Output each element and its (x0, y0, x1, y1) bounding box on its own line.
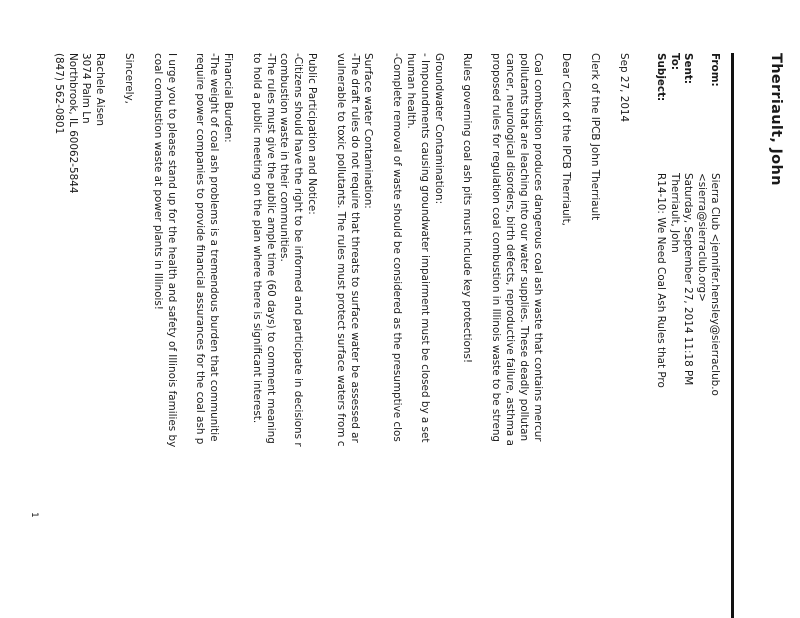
to-row (667, 53, 681, 253)
text-line: I urge you to please stand up for the health and safety of Illinois families by (165, 53, 178, 448)
text-line: to hold a public meeting on the plan where there is significant interest. (250, 53, 263, 424)
to-value: Therriault, John (669, 173, 681, 253)
letter-date: Sep 27, 2014 (618, 53, 630, 123)
subject-row (653, 53, 667, 388)
to-label: To: (669, 53, 681, 71)
email-body (36, 53, 630, 618)
from-label: From: (709, 53, 721, 87)
sent-label: Sent: (682, 53, 694, 85)
paragraph-closing-request (150, 53, 178, 618)
text-line: cancer, neurological disorders, birth defects, reproductive failure, asthma a (504, 53, 517, 446)
from-row (707, 53, 721, 396)
paragraph-groundwater (389, 53, 444, 618)
paragraph-intro (488, 53, 543, 618)
letter-salutation: Dear Clerk of the IPCB Therriault, (560, 53, 573, 226)
text-line: vulnerable to toxic pollutants. The rules must protect surface waters from c (334, 53, 347, 447)
section-heading: Groundwater Contamination: (432, 53, 445, 205)
text-line: -The weight of coal ash problems is a tremendous burden that communitie (208, 53, 221, 442)
subject-value: R14-10: We Need Coal Ash Rules that Pro (655, 173, 667, 388)
sent-row (680, 53, 694, 386)
letter-addressee: Clerk of the IPCB John Therriault (589, 53, 602, 221)
text-line: Coal combustion produces dangerous coal ash waste that contains mercur (531, 53, 544, 442)
paragraph-rules: Rules governing coal ash pits must include key protections! (461, 53, 474, 364)
text-line: -Citizens should have the right to be informed and participate in decisions r (292, 53, 305, 447)
signer-street: 3074 Palm Ln (80, 53, 93, 124)
subject-label: Subject: (655, 53, 667, 102)
text-line: - Impoundments causing groundwater impairment must be closed by a set (418, 53, 431, 443)
paragraph-surface-water (333, 53, 374, 618)
page-number: 1 (29, 512, 39, 518)
letter-valediction: Sincerely, (123, 53, 136, 104)
paragraph-financial (193, 53, 234, 618)
section-heading: Public Participation and Notice: (306, 53, 319, 215)
title-rule (731, 53, 734, 618)
text-line: -Complete removal of waste should be considered as the presumptive clos (391, 53, 404, 442)
signer-name: Rachele Aisen (94, 53, 107, 127)
page-title: Therriault, John (768, 53, 784, 186)
text-line: -The rules must give the public ample time (60 days) to comment meaning (264, 53, 277, 444)
signer-phone: (847) 562-0801 (52, 53, 65, 135)
from-value-line-1: Sierra Club <jennifer.hensley@sierraclub.o (709, 173, 721, 396)
from-row-continued (694, 53, 708, 302)
signature-block (51, 53, 106, 618)
from-value-line-2: <sierra@sierraclub.org> (696, 173, 708, 302)
text-line: coal combustion waste at power plants in Illinois! (151, 53, 164, 310)
text-line: human health. (405, 53, 418, 129)
section-heading: Financial Burden: (222, 53, 235, 143)
text-line: pollutants that are leaching into our water supplies. These deadly pollutan (517, 53, 530, 442)
paragraph-public-participation (249, 53, 318, 618)
text-line: proposed rules for regulation coal combustion in Illinois waste to be streng (490, 53, 503, 443)
section-heading: Surface water Contamination: (362, 53, 375, 209)
text-line: combustion waste in their communities. (278, 53, 291, 262)
text-line: -The draft rules do not require that threats to surface water be assessed ar (348, 53, 361, 443)
sent-value: Saturday, September 27, 2014 11:18 PM (682, 173, 694, 386)
text-line: require power companies to provide financial assurances for the coal ash p (194, 53, 207, 445)
signer-city: Northbrook, IL 60062-5844 (66, 53, 79, 194)
